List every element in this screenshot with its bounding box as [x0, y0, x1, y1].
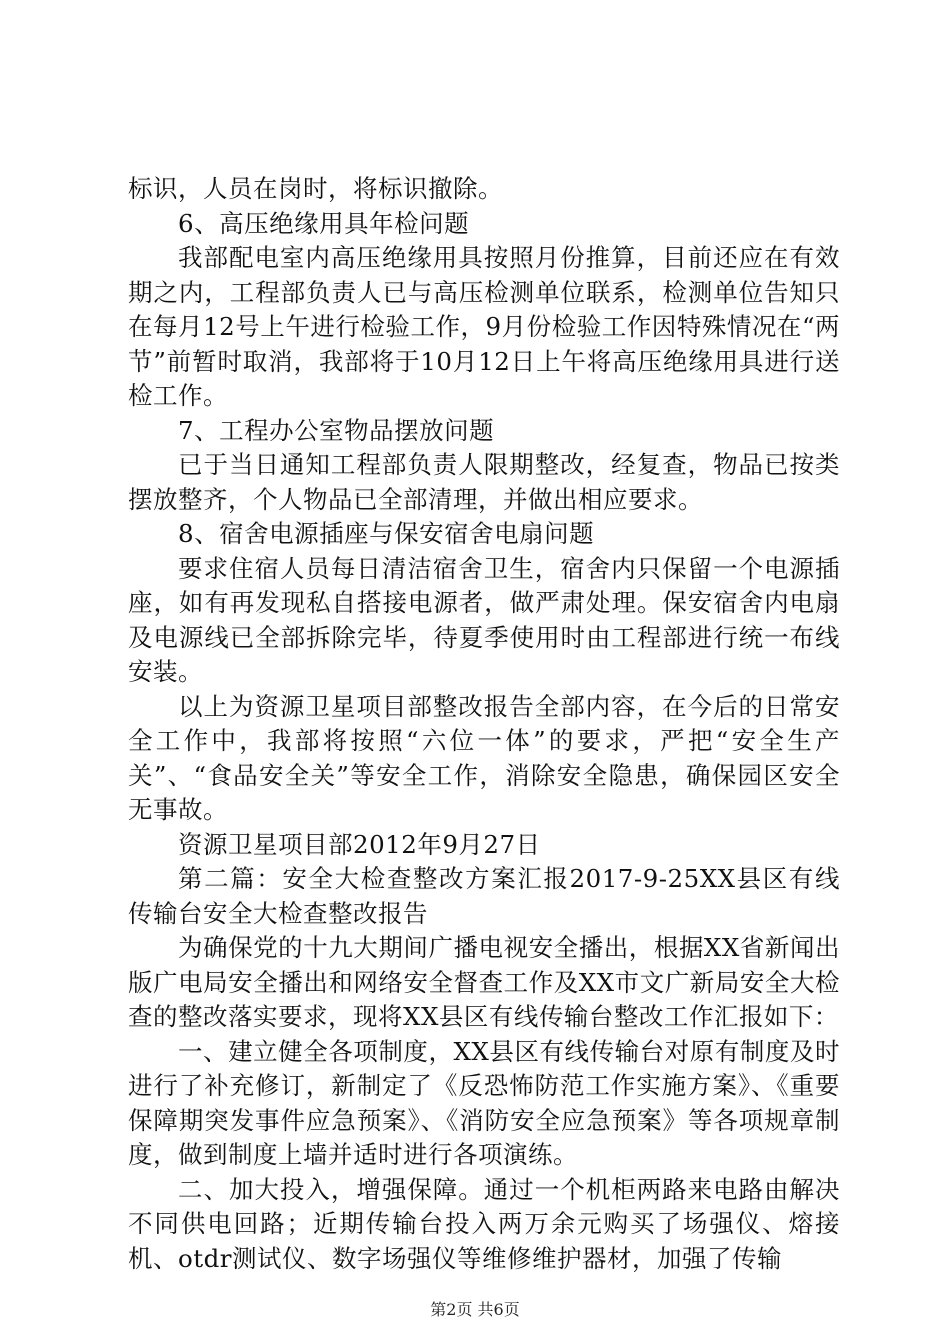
paragraph-continuation: 标识，人员在岗时，将标识撤除。: [128, 174, 503, 203]
page-footer: 第2页 共6页: [430, 1300, 520, 1319]
paragraph-summary: 以上为资源卫星项目部整改报告全部内容，在今后的日常安全工作中，我部将按照“六位一体”的要求，严把“安全生产关”、“食品安全关”等安全工作，消除安全隐患，确保园区安全无事故。: [128, 691, 840, 824]
section-heading-8: 8、宿舍电源插座与保安宿舍电扇问题: [178, 519, 595, 548]
section-heading-7: 7、工程办公室物品摆放问题: [178, 415, 495, 445]
paragraph-intro: 为确保党的十九大期间广播电视安全播出，根据XX省新闻出版广电局安全播出和网络安全督查工作及XX市文广新局安全大检查的整改落实要求，现将XX县区有线传输台整改工作汇报如下：: [128, 933, 840, 1031]
paragraph-item-2: 二、加大投入，增强保障。通过一个机柜两路来电路由解决不同供电回路；近期传输台投入两万余元购买了场强仪、熔接机、otdr测试仪、数字场强仪等维修维护器材，加强了传输: [128, 1174, 840, 1273]
signature-date: 资源卫星项目部2012年9月27日: [178, 829, 541, 859]
section-heading-6: 6、高压绝缘用具年检问题: [178, 208, 470, 238]
paragraph-item-1: 一、建立健全各项制度，XX县区有线传输台对原有制度及时进行了补充修订，新制定了《反恐怖防范工作实施方案》、《重要保障期突发事件应急预案》、《消防安全应急预案》等各项规章制度，做到制度上墙并适时进行各项演练。: [128, 1036, 840, 1169]
paragraph-insulation-tools: 我部配电室内高压绝缘用具按照月份推算，目前还应在有效期之内，工程部负责人已与高压检测单位联系，检测单位告知只在每月12号上午进行检验工作，9月份检验工作因特殊情况在“两节”前暂时取消，我部将于10月12日上午将高压绝缘用具进行送检工作。: [128, 243, 840, 410]
document-body: [128, 172, 840, 1276]
paragraph-dormitory-power: 要求住宿人员每日清洁宿舍卫生，宿舍内只保留一个电源插座，如有再发现私自搭接电源者，做严肃处理。保安宿舍内电扇及电源线已全部拆除完毕，待夏季使用时由工程部进行统一布线安装。: [128, 553, 840, 686]
chapter-title-2: 第二篇：安全大检查整改方案汇报2017-9-25XX县区有线传输台安全大检查整改报告: [128, 864, 840, 928]
paragraph-office-items: 已于当日通知工程部负责人限期整改，经复查，物品已按类摆放整齐，个人物品已全部清理，并做出相应要求。: [128, 450, 840, 514]
